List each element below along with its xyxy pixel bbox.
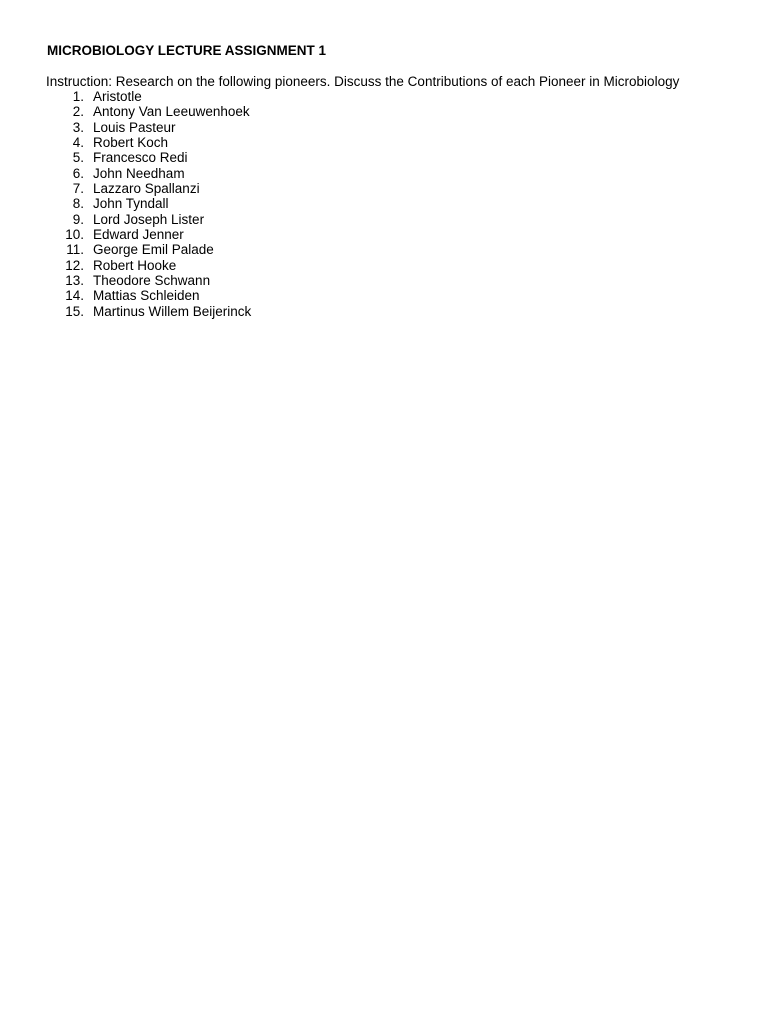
list-item-name: Edward Jenner	[93, 227, 184, 243]
list-item-number: 7.	[72, 181, 84, 197]
list-item	[46, 242, 251, 257]
list-item-name: Aristotle	[93, 89, 142, 104]
list-item-number: 14.	[65, 288, 84, 304]
list-item-name: Theodore Schwann	[93, 273, 211, 289]
list-item-name: Mattias Schleiden	[93, 288, 200, 304]
list-item-number: 9.	[72, 211, 84, 227]
list-item-number: 1.	[72, 89, 84, 104]
list-item-number: 6.	[72, 165, 84, 181]
list-item	[46, 120, 251, 135]
instruction-text: Instruction: Research on the following pioneers. Discuss the Contributions of each Pioneer in Microbiology	[46, 74, 680, 89]
list-item	[46, 196, 251, 211]
list-item-name: Robert Koch	[93, 135, 169, 151]
list-item-name: George Emil Palade	[93, 242, 214, 258]
list-item-name: Lord Joseph Lister	[93, 211, 205, 227]
list-item	[46, 166, 251, 181]
list-item-number: 5.	[72, 150, 84, 166]
list-item	[46, 273, 251, 288]
list-item-number: 4.	[72, 135, 84, 151]
list-item-name: Louis Pasteur	[93, 119, 176, 135]
list-item-number: 8.	[72, 196, 84, 212]
list-item-name: Robert Hooke	[93, 257, 177, 273]
list-item	[46, 150, 251, 165]
list-item-name: Francesco Redi	[93, 150, 188, 166]
list-item-name: John Tyndall	[93, 196, 169, 212]
list-item	[46, 304, 251, 319]
list-item-name: John Needham	[93, 165, 185, 181]
list-item	[46, 288, 251, 303]
list-item	[46, 258, 251, 273]
list-item-number: 15.	[65, 303, 84, 319]
list-item-number: 12.	[65, 257, 84, 273]
list-item-number: 3.	[72, 119, 84, 135]
list-item	[46, 212, 251, 227]
list-item-name: Antony Van Leeuwenhoek	[93, 104, 250, 120]
list-item-number: 10.	[65, 227, 84, 243]
list-item	[46, 227, 251, 242]
list-item	[46, 181, 251, 196]
pioneer-list	[46, 89, 251, 319]
list-item-name: Martinus Willem Beijerinck	[93, 303, 252, 319]
list-item-number: 11.	[66, 242, 84, 258]
list-item	[46, 104, 251, 119]
list-item	[46, 135, 251, 150]
list-item	[46, 89, 251, 104]
list-item-number: 13.	[65, 273, 84, 289]
list-item-number: 2.	[72, 104, 84, 120]
list-item-name: Lazzaro Spallanzi	[93, 181, 200, 197]
page-title: MICROBIOLOGY LECTURE ASSIGNMENT 1	[47, 43, 327, 58]
